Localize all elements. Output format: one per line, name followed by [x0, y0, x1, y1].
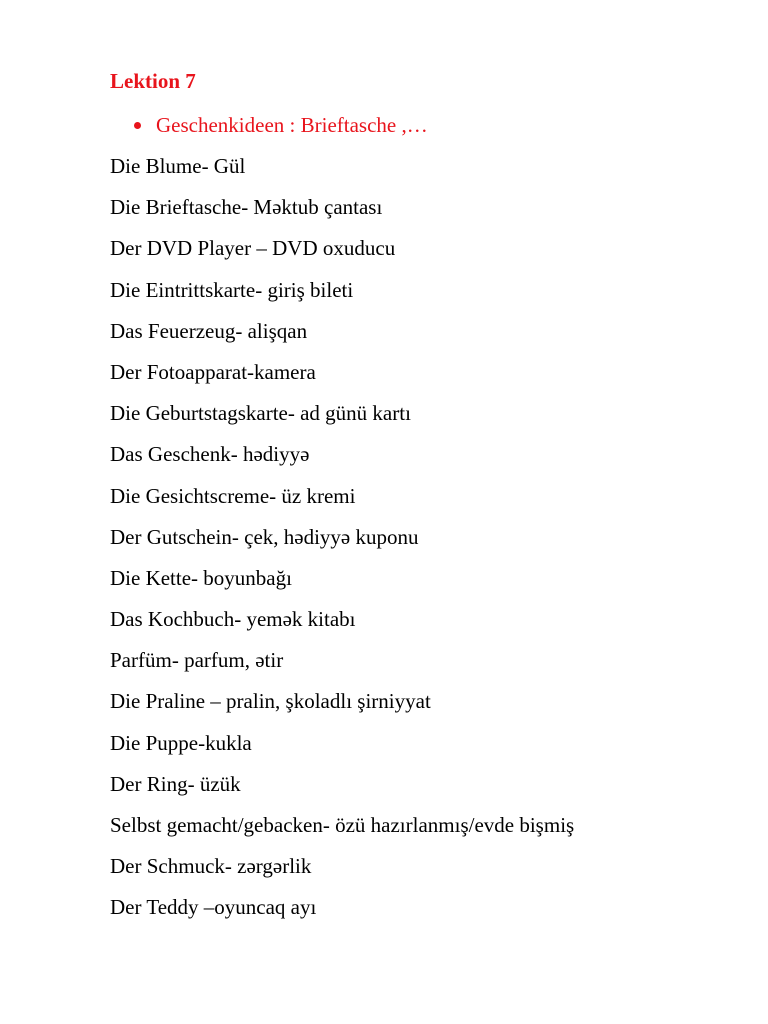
- vocabulary-item: Die Geburtstagskarte- ad günü kartı: [110, 401, 411, 426]
- vocabulary-item: Der Gutschein- çek, hədiyyə kuponu: [110, 524, 419, 549]
- vocabulary-item: Der Ring- üzük: [110, 771, 241, 796]
- vocabulary-item: Parfüm- parfum, ətir: [110, 648, 284, 673]
- vocabulary-item: Die Puppe-kukla: [110, 730, 252, 755]
- vocabulary-item: Die Gesichtscreme- üz kremi: [110, 483, 356, 508]
- vocabulary-item: Der Fotoapparat-kamera: [110, 359, 316, 384]
- vocabulary-item: Der Schmuck- zərgərlik: [110, 854, 312, 879]
- lesson-title: Lektion 7: [110, 69, 196, 93]
- vocabulary-item: Der DVD Player – DVD oxuducu: [110, 236, 396, 261]
- vocabulary-item: Das Kochbuch- yemək kitabı: [110, 607, 356, 632]
- vocabulary-item: Die Blume- Gül: [110, 154, 246, 178]
- bullet-dot-icon: [134, 122, 141, 129]
- vocabulary-item: Selbst gemacht/gebacken- özü hazırlanmış/evde bişmiş: [110, 813, 575, 837]
- vocabulary-item: Die Brieftasche- Məktub çantası: [110, 195, 383, 220]
- vocabulary-list: [110, 152, 574, 935]
- gift-ideas-text: Geschenkideen : Brieftasche ,…: [156, 113, 428, 137]
- vocabulary-item: Das Geschenk- hədiyyə: [110, 442, 310, 467]
- vocabulary-item: Die Eintrittskarte- giriş bileti: [110, 277, 354, 302]
- vocabulary-item: Die Praline – pralin, şkoladlı şirniyyat: [110, 689, 431, 714]
- vocabulary-item: Das Feuerzeug- alişqan: [110, 318, 308, 343]
- vocabulary-item: Der Teddy –oyuncaq ayı: [110, 895, 317, 920]
- vocabulary-item: Die Kette- boyunbağı: [110, 565, 292, 590]
